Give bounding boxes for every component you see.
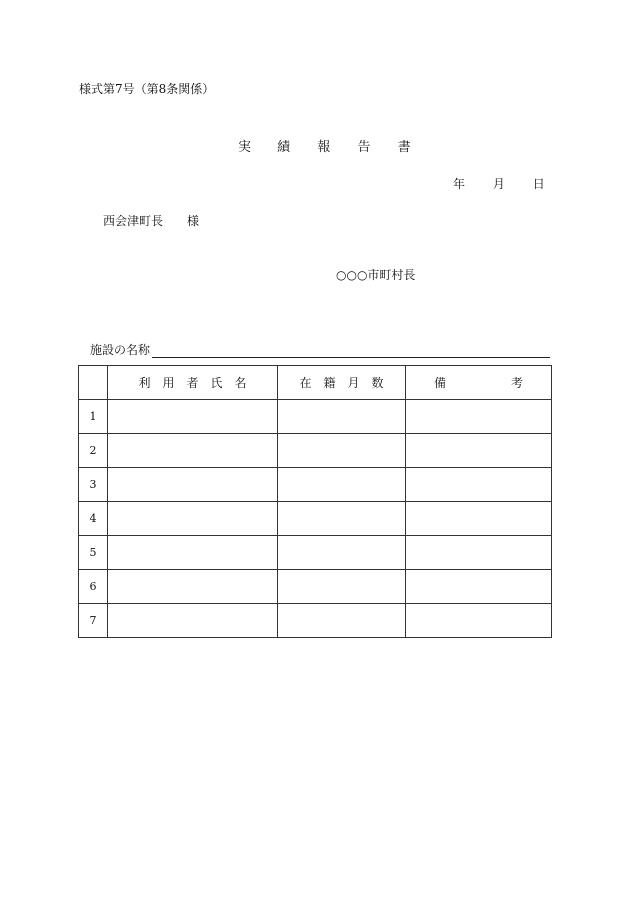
date-month-label: 月 — [492, 177, 505, 191]
table-row — [79, 536, 552, 570]
table-row — [79, 570, 552, 604]
user-name-cell[interactable] — [108, 604, 278, 638]
report-table — [78, 365, 552, 638]
facility-name-row — [90, 341, 550, 358]
enrollment-months-cell[interactable] — [278, 570, 406, 604]
user-name-cell[interactable] — [108, 502, 278, 536]
user-name-cell[interactable] — [108, 536, 278, 570]
enrollment-months-cell[interactable] — [278, 536, 406, 570]
row-number: 5 — [79, 536, 108, 570]
sender: ○○○市町村長 — [336, 268, 416, 282]
table-row — [79, 502, 552, 536]
header-remarks-right: 考 — [510, 376, 523, 390]
table-header-row — [79, 366, 552, 400]
row-number: 6 — [79, 570, 108, 604]
table-row — [79, 604, 552, 638]
remarks-cell[interactable] — [406, 400, 552, 434]
header-enrollment-months: 在 籍 月 数 — [278, 366, 406, 400]
user-name-cell[interactable] — [108, 468, 278, 502]
enrollment-months-cell[interactable] — [278, 604, 406, 638]
title-char: 報 — [317, 140, 331, 155]
header-remarks-left: 備 — [434, 376, 447, 390]
user-name-cell[interactable] — [108, 570, 278, 604]
user-name-cell[interactable] — [108, 434, 278, 468]
form-number: 様式第7号（第8条関係） — [79, 82, 215, 96]
title-char: 告 — [357, 140, 371, 155]
header-user-name: 利 用 者 氏 名 — [108, 366, 278, 400]
enrollment-months-cell[interactable] — [278, 468, 406, 502]
header-remarks — [406, 366, 552, 400]
facility-name-field[interactable] — [152, 345, 550, 358]
remarks-cell[interactable] — [406, 468, 552, 502]
facility-name-label: 施設の名称 — [90, 343, 151, 357]
date-line — [453, 175, 545, 192]
title-char: 書 — [397, 140, 411, 155]
remarks-cell[interactable] — [406, 604, 552, 638]
user-name-cell[interactable] — [108, 400, 278, 434]
table-row — [79, 468, 552, 502]
row-number: 2 — [79, 434, 108, 468]
document-title — [238, 136, 411, 155]
enrollment-months-cell[interactable] — [278, 502, 406, 536]
remarks-cell[interactable] — [406, 536, 552, 570]
remarks-cell[interactable] — [406, 502, 552, 536]
remarks-cell[interactable] — [406, 570, 552, 604]
date-year-label: 年 — [453, 177, 466, 191]
table-row — [79, 400, 552, 434]
row-number: 1 — [79, 400, 108, 434]
enrollment-months-cell[interactable] — [278, 434, 406, 468]
addressee: 西会津町長 様 — [103, 214, 200, 228]
remarks-cell[interactable] — [406, 434, 552, 468]
header-number — [79, 366, 108, 400]
date-day-label: 日 — [532, 177, 545, 191]
enrollment-months-cell[interactable] — [278, 400, 406, 434]
table-row — [79, 434, 552, 468]
title-char: 実 — [238, 140, 252, 155]
title-char: 績 — [277, 140, 291, 155]
row-number: 4 — [79, 502, 108, 536]
row-number: 7 — [79, 604, 108, 638]
row-number: 3 — [79, 468, 108, 502]
